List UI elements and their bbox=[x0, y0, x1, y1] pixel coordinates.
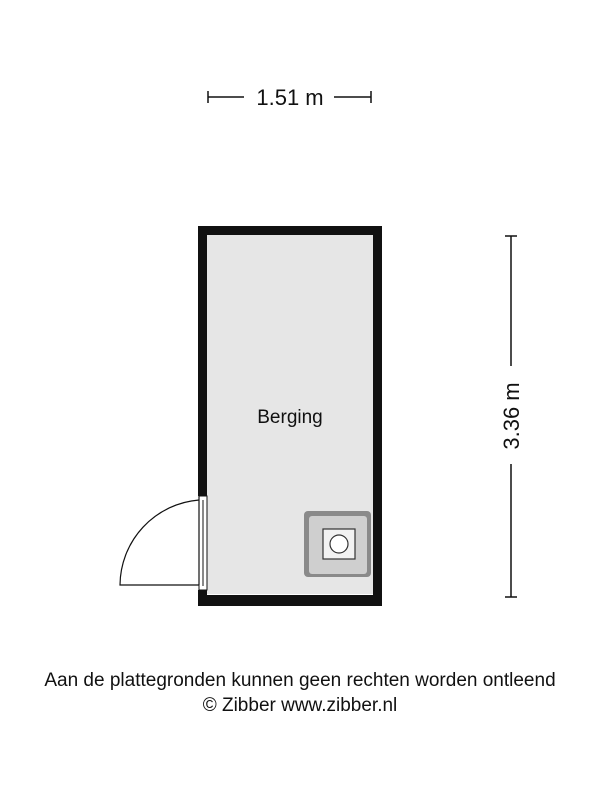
room-label: Berging bbox=[257, 407, 323, 428]
wall-bottom bbox=[198, 595, 382, 606]
copyright-text: © Zibber www.zibber.nl bbox=[202, 695, 398, 716]
wall-left-upper bbox=[198, 226, 207, 496]
width-dimension bbox=[208, 85, 371, 110]
height-dimension bbox=[499, 236, 524, 597]
height-dimension-label: 3.36 m bbox=[499, 382, 524, 450]
width-dimension-label: 1.51 m bbox=[256, 85, 324, 110]
disclaimer-text: Aan de plattegronden kunnen geen rechten worden ontleend bbox=[44, 670, 556, 691]
wall-left-lower bbox=[198, 590, 207, 606]
door-swing-arc bbox=[120, 500, 199, 585]
wall-right bbox=[373, 226, 382, 606]
washing-machine-icon bbox=[304, 511, 371, 577]
wall-top bbox=[198, 226, 382, 235]
door bbox=[120, 496, 207, 590]
